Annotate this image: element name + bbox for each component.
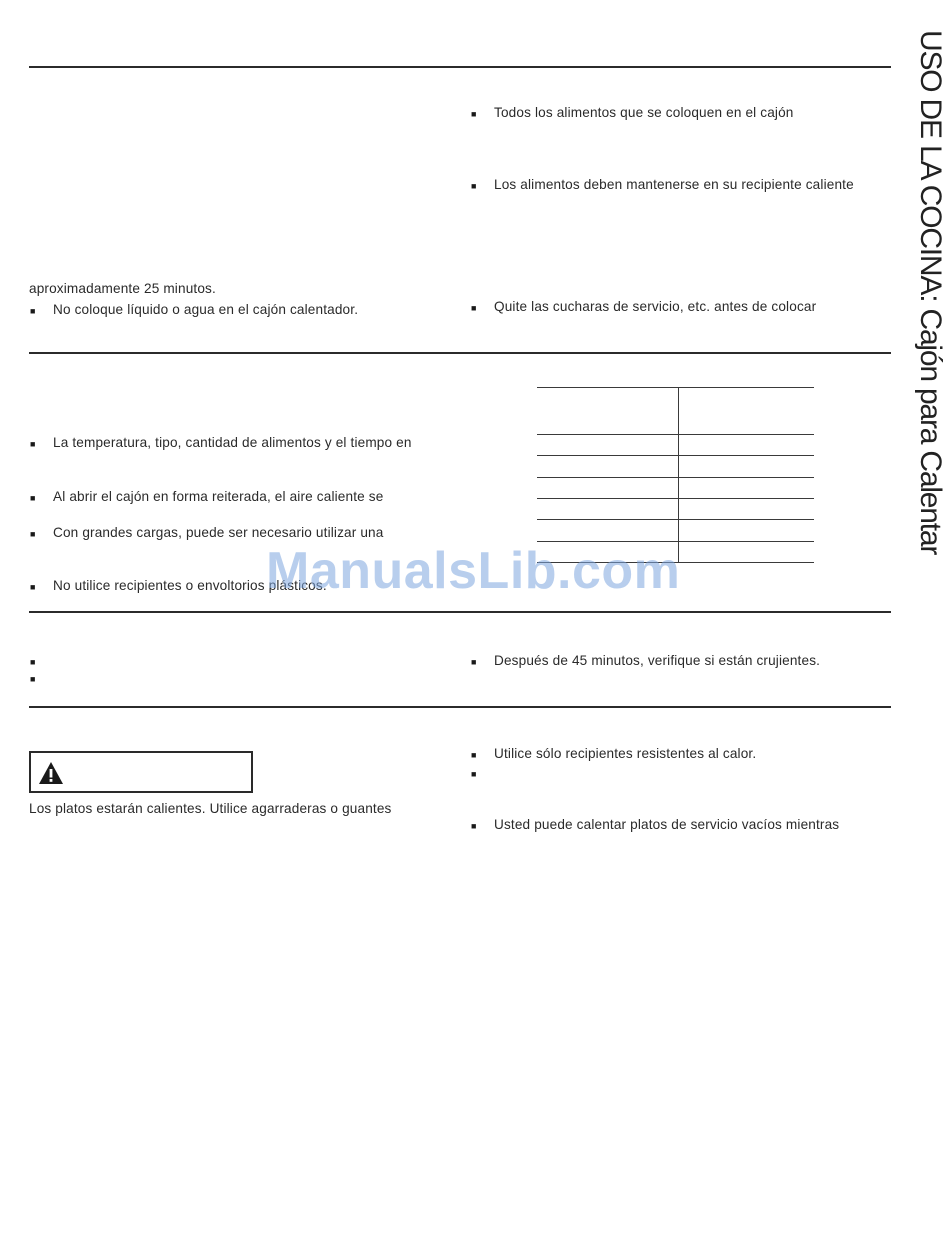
table-rule: [537, 455, 814, 456]
bullet-marker: ■: [471, 657, 477, 667]
section-divider-2: [29, 352, 891, 354]
bullet-marker: ■: [30, 306, 36, 316]
bullet-marker: ■: [30, 493, 36, 503]
bullet-text-food: Todos los alimentos que se coloquen en el cajón: [494, 105, 794, 120]
watermark: ManualsLib.com: [266, 542, 681, 600]
bullet-marker: ■: [471, 769, 477, 779]
bullet-marker: ■: [471, 303, 477, 313]
section-divider-3: [29, 611, 891, 613]
bullet-text-large-loads: Con grandes cargas, puede ser necesario utilizar una: [53, 525, 384, 540]
bullet-text-plates: Usted puede calentar platos de servicio vacíos mientras: [494, 817, 840, 832]
bullet-marker: ■: [30, 674, 36, 684]
table-rule: [537, 498, 814, 499]
bullet-marker: ■: [30, 582, 36, 592]
bullet-marker: ■: [30, 439, 36, 449]
paragraph-continued: aproximadamente 25 minutos.: [29, 281, 216, 296]
bullet-text-container: Los alimentos deben mantenerse en su recipiente caliente: [494, 177, 854, 192]
settings-table: [537, 387, 814, 563]
table-column-divider: [678, 387, 679, 563]
bullet-text-plastics: No utilice recipientes o envoltorios plásticos.: [53, 578, 327, 593]
table-rule: [537, 387, 814, 388]
section-divider-top: [29, 66, 891, 68]
bullet-marker: ■: [471, 821, 477, 831]
caution-box: [29, 751, 253, 793]
bullet-text-spoons: Quite las cucharas de servicio, etc. antes de colocar: [494, 299, 817, 314]
bullet-marker: ■: [471, 750, 477, 760]
table-rule: [537, 477, 814, 478]
bullet-text-liquid: No coloque líquido o agua en el cajón calentador.: [53, 302, 359, 317]
bullet-marker: ■: [30, 529, 36, 539]
bullet-marker: ■: [471, 109, 477, 119]
warning-triangle-icon: [38, 761, 64, 785]
table-rule: [537, 519, 814, 520]
side-section-title: USO DE LA COCINA: Cajón para Calentar: [914, 30, 947, 555]
bullet-text-temperature: La temperatura, tipo, cantidad de alimentos y el tiempo en: [53, 435, 412, 450]
table-rule: [537, 434, 814, 435]
bullet-marker: ■: [30, 657, 36, 667]
section-divider-4: [29, 706, 891, 708]
bullet-marker: ■: [471, 181, 477, 191]
bullet-text-heat-resistant: Utilice sólo recipientes resistentes al calor.: [494, 746, 757, 761]
bullet-text-crispy: Después de 45 minutos, verifique si están crujientes.: [494, 653, 821, 668]
bullet-text-opening: Al abrir el cajón en forma reiterada, el aire caliente se: [53, 489, 384, 504]
caution-text: Los platos estarán calientes. Utilice agarraderas o guantes: [29, 801, 392, 816]
